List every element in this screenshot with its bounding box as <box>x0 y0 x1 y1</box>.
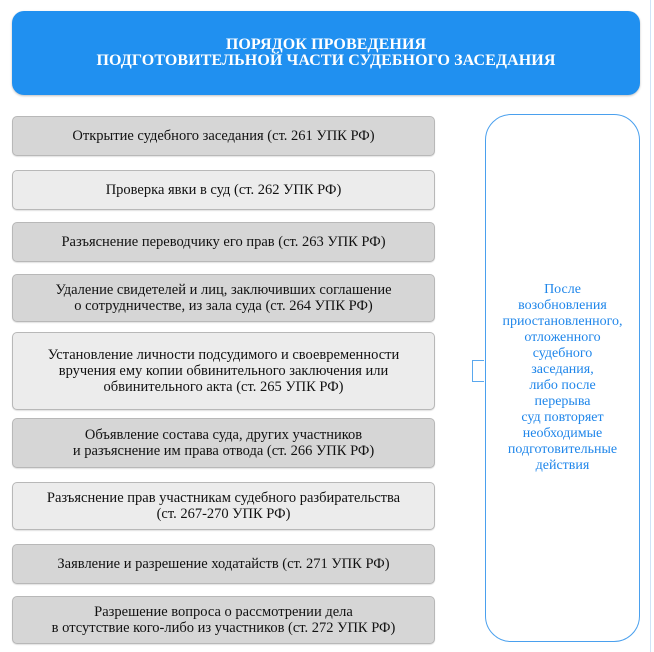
step-5-line-2: вручения ему копии обвинительного заключения или <box>58 363 389 379</box>
side-note-line-8: перерыва <box>534 394 591 409</box>
step-8-line-1: Заявление и разрешение ходатайств (ст. 271 УПК РФ) <box>57 556 390 572</box>
step-9-line-1: Разрешение вопроса о рассмотрении дела <box>94 604 353 620</box>
step-box-2 <box>12 170 435 210</box>
side-note-line-7: либо после <box>529 378 596 393</box>
title-line-1: ПОРЯДОК ПРОВЕДЕНИЯ <box>225 36 427 53</box>
side-note-line-10: необходимые <box>522 426 603 441</box>
step-box-8 <box>12 544 435 584</box>
step-1-line-1: Открытие судебного заседания (ст. 261 УПК РФ) <box>72 128 375 144</box>
side-note-line-5: судебного <box>532 346 593 361</box>
step-box-1 <box>12 116 435 156</box>
side-note-line-12: действия <box>535 458 590 473</box>
step-3-line-1: Разъяснение переводчику его прав (ст. 263 УПК РФ) <box>61 234 386 250</box>
step-box-7 <box>12 482 435 530</box>
step-box-4 <box>12 274 435 322</box>
step-4-line-2: о сотрудничестве, из зала суда (ст. 264 УПК РФ) <box>74 298 373 314</box>
step-box-5 <box>12 332 435 410</box>
step-6-line-1: Объявление состава суда, других участников <box>84 427 363 443</box>
side-note-line-11: подготовительные <box>507 442 618 457</box>
step-9-line-2: в отсутствие кого-либо из участников (ст. 272 УПК РФ) <box>51 620 396 636</box>
title-line-2: ПОДГОТОВИТЕЛЬНОЙ ЧАСТИ СУДЕБНОГО ЗАСЕДАНИЯ <box>96 52 556 69</box>
step-4-line-1: Удаление свидетелей и лиц, заключивших соглашение <box>55 282 392 298</box>
side-note-line-6: заседания, <box>531 362 594 377</box>
side-note-line-1: После <box>544 282 581 297</box>
step-box-9 <box>12 596 435 644</box>
page-edge-line <box>650 0 651 652</box>
side-note-box <box>485 114 640 642</box>
step-2-line-1: Проверка явки в суд (ст. 262 УПК РФ) <box>105 182 342 198</box>
step-box-3 <box>12 222 435 262</box>
side-note-line-2: возобновления <box>518 298 607 313</box>
step-6-line-2: и разъяснение им права отвода (ст. 266 УПК РФ) <box>72 443 375 459</box>
step-box-6 <box>12 418 435 468</box>
step-7-line-1: Разъяснение прав участникам судебного разбирательства <box>46 490 401 506</box>
step-5-line-3: обвинительного акта (ст. 265 УПК РФ) <box>103 379 344 395</box>
side-note-line-3: приостановленного, <box>502 314 623 329</box>
step-5-line-1: Установление личности подсудимого и своевременности <box>47 347 400 363</box>
side-note-line-4: отложенного <box>524 330 601 345</box>
side-note-line-9: суд повторяет <box>521 410 604 425</box>
diagram-title-box <box>12 11 640 95</box>
step-7-line-2: (ст. 267-270 УПК РФ) <box>156 506 291 522</box>
bracket-connector <box>472 360 484 382</box>
